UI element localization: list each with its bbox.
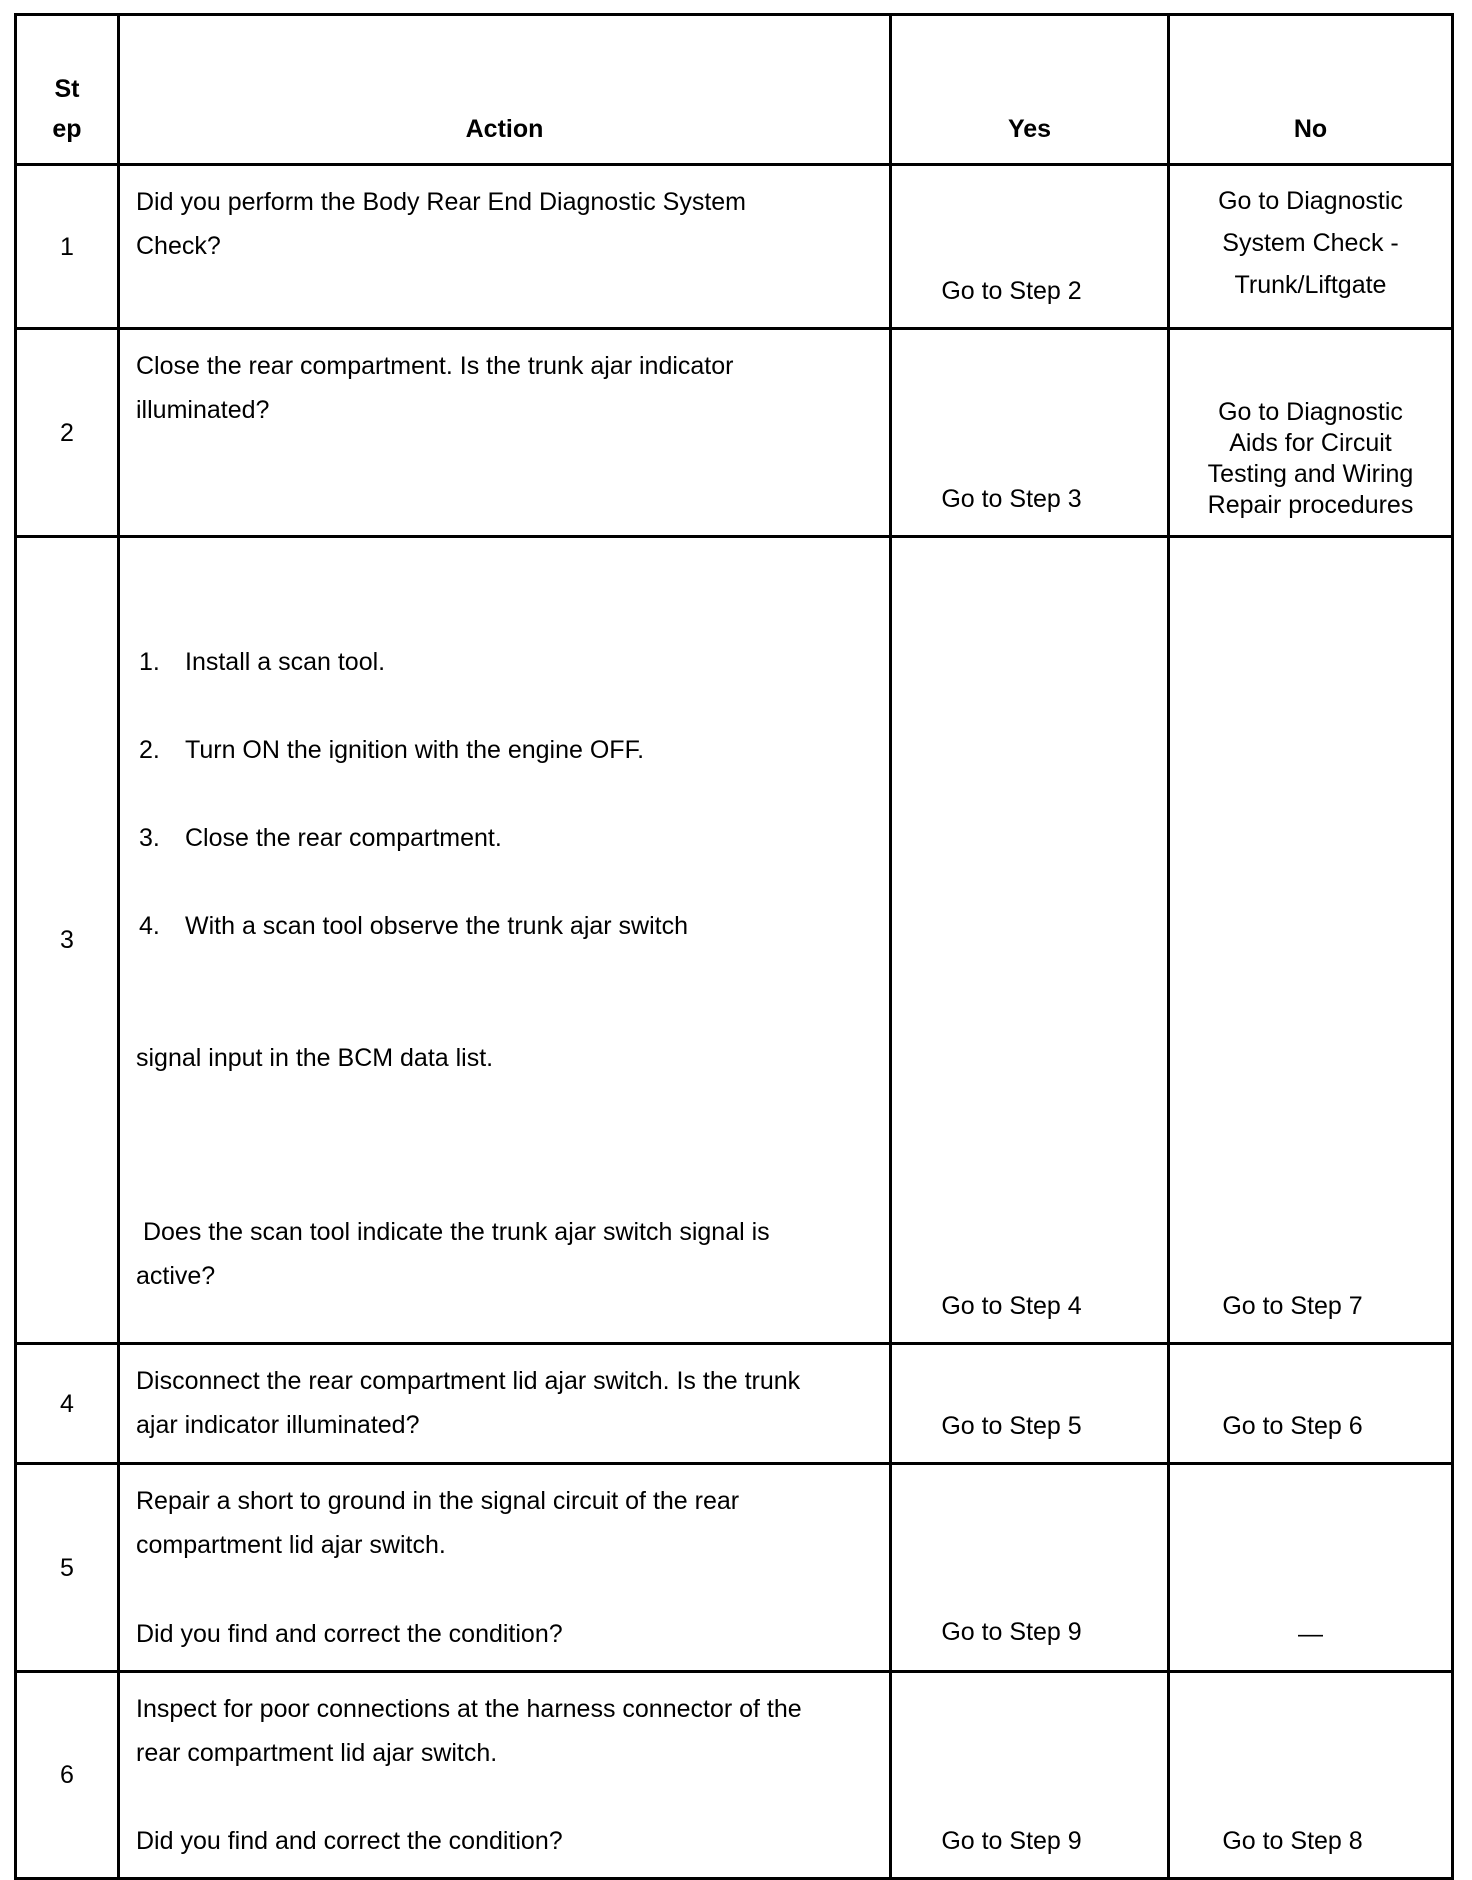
diagnostic-table [14,13,1454,1880]
header-no: No [1169,15,1453,165]
yes-cell: Go to Step 2 [891,165,1169,329]
yes-cell: Go to Step 9 [891,1464,1169,1672]
no-cell: Go to Step 8 [1169,1672,1453,1879]
list-item: 2. Turn ON the ignition with the engine OFF. [139,736,645,764]
step-number: 2 [16,329,119,537]
list-continuation: signal input in the BCM data list. [136,1044,494,1072]
table-row [16,1672,1453,1879]
table-row [16,537,1453,1344]
action-cell: Inspect for poor connections at the harness connector of the rear compartment lid ajar switch. Did you find and correct the condition? [119,1672,891,1879]
question-text: Does the scan tool indicate the trunk ajar switch signal is active? [136,1218,777,1290]
action-cell: Disconnect the rear compartment lid ajar switch. Is the trunk ajar indicator illuminated? [119,1344,891,1464]
action-cell: Repair a short to ground in the signal circuit of the rear compartment lid ajar switch. Did you find and correct the condition? [119,1464,891,1672]
table-row [16,165,1453,329]
step-number: 5 [16,1464,119,1672]
no-cell: Go to Step 7 [1169,537,1453,1344]
yes-cell: Go to Step 9 [891,1672,1169,1879]
question-text: Did you find and correct the condition? [136,1620,563,1648]
header-action: Action [119,15,891,165]
action-cell [119,537,891,1344]
table-row [16,329,1453,537]
action-cell: Did you perform the Body Rear End Diagnostic System Check? [119,165,891,329]
yes-cell: Go to Step 4 [891,537,1169,1344]
step-number: 4 [16,1344,119,1464]
step-number: 3 [16,537,119,1344]
procedure-list [136,596,826,992]
table-row [16,1344,1453,1464]
header-step: St ep [16,15,119,165]
table-row [16,1464,1453,1672]
yes-cell: Go to Step 5 [891,1344,1169,1464]
yes-cell: Go to Step 3 [891,329,1169,537]
list-item: 3. Close the rear compartment. [139,824,502,852]
no-cell: — [1169,1464,1453,1672]
step-number: 1 [16,165,119,329]
no-cell: Go to Step 6 [1169,1344,1453,1464]
table-header-row [16,15,1453,165]
step-number: 6 [16,1672,119,1879]
list-item: 1. Install a scan tool. [139,648,386,676]
list-item: 4. With a scan tool observe the trunk ajar switch [139,912,689,940]
no-cell: Go to Diagnostic System Check - Trunk/Liftgate [1169,165,1453,329]
action-cell: Close the rear compartment. Is the trunk ajar indicator illuminated? [119,329,891,537]
question-text: Did you find and correct the condition? [136,1827,563,1855]
header-yes: Yes [891,15,1169,165]
no-cell: Go to Diagnostic Aids for Circuit Testing and Wiring Repair procedures [1169,329,1453,537]
